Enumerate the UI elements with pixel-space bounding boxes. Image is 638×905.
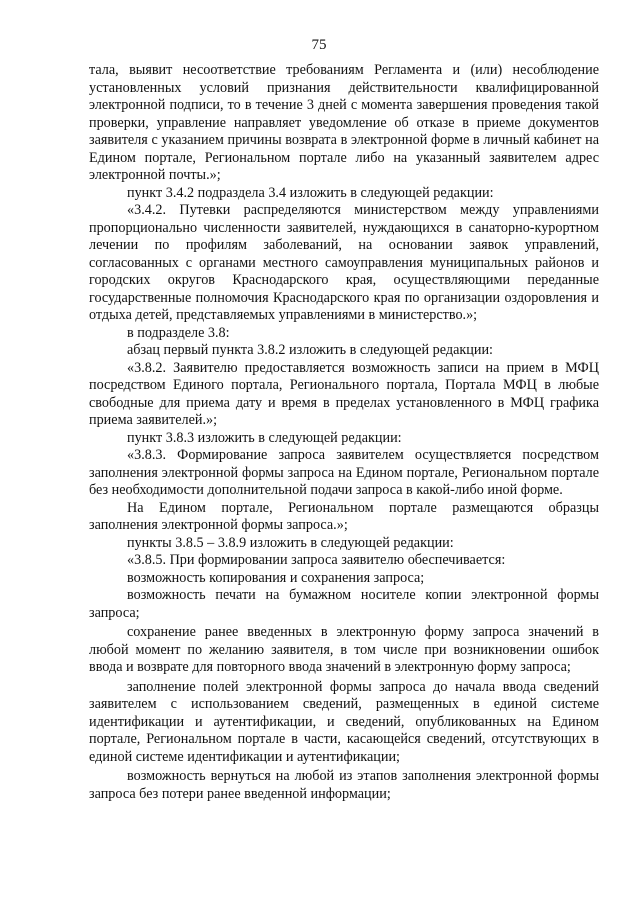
- paragraph-item-3-8-3-instruction: пункт 3.8.3 изложить в следующей редакции:: [127, 429, 402, 446]
- paragraph-item-3-8-5-text: «3.8.5. При формировании запроса заявителю обеспечивается:: [127, 552, 506, 568]
- list-item-return-to-step: возможность вернуться на любой из этапов заполнения электронной формы запроса без потери ранее введенной информации;: [89, 768, 599, 802]
- paragraph-item-3-8-3-samples: На Едином портале, Региональном портале размещаются образцы заполнения электронной формы запроса.»;: [89, 499, 599, 533]
- paragraph-item-3-8-3-text: «3.8.3. Формирование запроса заявителем осуществляется посредством заполнения электронной формы запроса на Едином портале, Региональном портале без необходимости дополнительной подачи запроса в какой-либо иной форме.: [89, 447, 599, 498]
- list-item-save-values: сохранение ранее введенных в электронную форму запроса значений в любой момент по желанию заявителя, в том числе при возникновении ошибок ввода и возврате для повторного ввода значений в электронную форму запроса;: [89, 624, 599, 675]
- document-body: [89, 62, 599, 803]
- page-number: 75: [311, 37, 327, 53]
- paragraph-item-3-4-2-text: «3.4.2. Путевки распределяются министерством между управлениями пропорционально численности заявителей, нуждающихся в санаторно-курортном лечении по профилям заболеваний, на основании заявок управлений, согласованных с органами местного самоуправления муниципальных районов и городских округов Краснодарского края, осуществляющими переданные государственные полномочия Краснодарского края по организации оздоровления и отдыха детей, представляемых управлениями в министерство.»;: [89, 202, 599, 323]
- paragraph-item-3-8-2-text: «3.8.2. Заявителю предоставляется возможность записи на прием в МФЦ посредством Единого портала, Регионального портала, Портала МФЦ в любые свободные для приема дату и время в пределах установленного в МФЦ графика приема заявителей.»;: [89, 359, 599, 428]
- list-item-prefill-fields: заполнение полей электронной формы запроса до начала ввода сведений заявителем с использованием сведений, размещенных в единой системе идентификации и аутентификации, и сведений, опубликованных на Едином портале, Региональном портале в части, касающейся сведений, отсутствующих в единой системе идентификации и аутентификации;: [89, 678, 599, 765]
- paragraph-item-3-4-2-instruction: пункт 3.4.2 подраздела 3.4 изложить в следующей редакции:: [127, 184, 494, 201]
- paragraph-subsection-3-8: в подразделе 3.8:: [127, 324, 230, 341]
- paragraph-items-3-8-5-to-3-8-9-instruction: пункты 3.8.5 – 3.8.9 изложить в следующей редакции:: [127, 534, 454, 551]
- paragraph-continuation: тала, выявит несоответствие требованиям Регламента и (или) несоблюдение установленных условий признания действительности квалифицированной электронной подписи, то в течение 3 дней с момента завершения проведения такой проверки, управление направляет уведомление об отказе в приеме документов заявителя с указанием причины возврата в электронной форме в личный кабинет на Едином портале, Региональном портале либо на указанный заявителем адрес электронной почты.»;: [89, 62, 599, 183]
- list-item-copy-save: возможность копирования и сохранения запроса;: [127, 569, 425, 586]
- list-item-print-copy: возможность печати на бумажном носителе копии электронной формы запроса;: [89, 587, 599, 621]
- paragraph-item-3-8-2-instruction: абзац первый пункта 3.8.2 изложить в следующей редакции:: [127, 342, 493, 358]
